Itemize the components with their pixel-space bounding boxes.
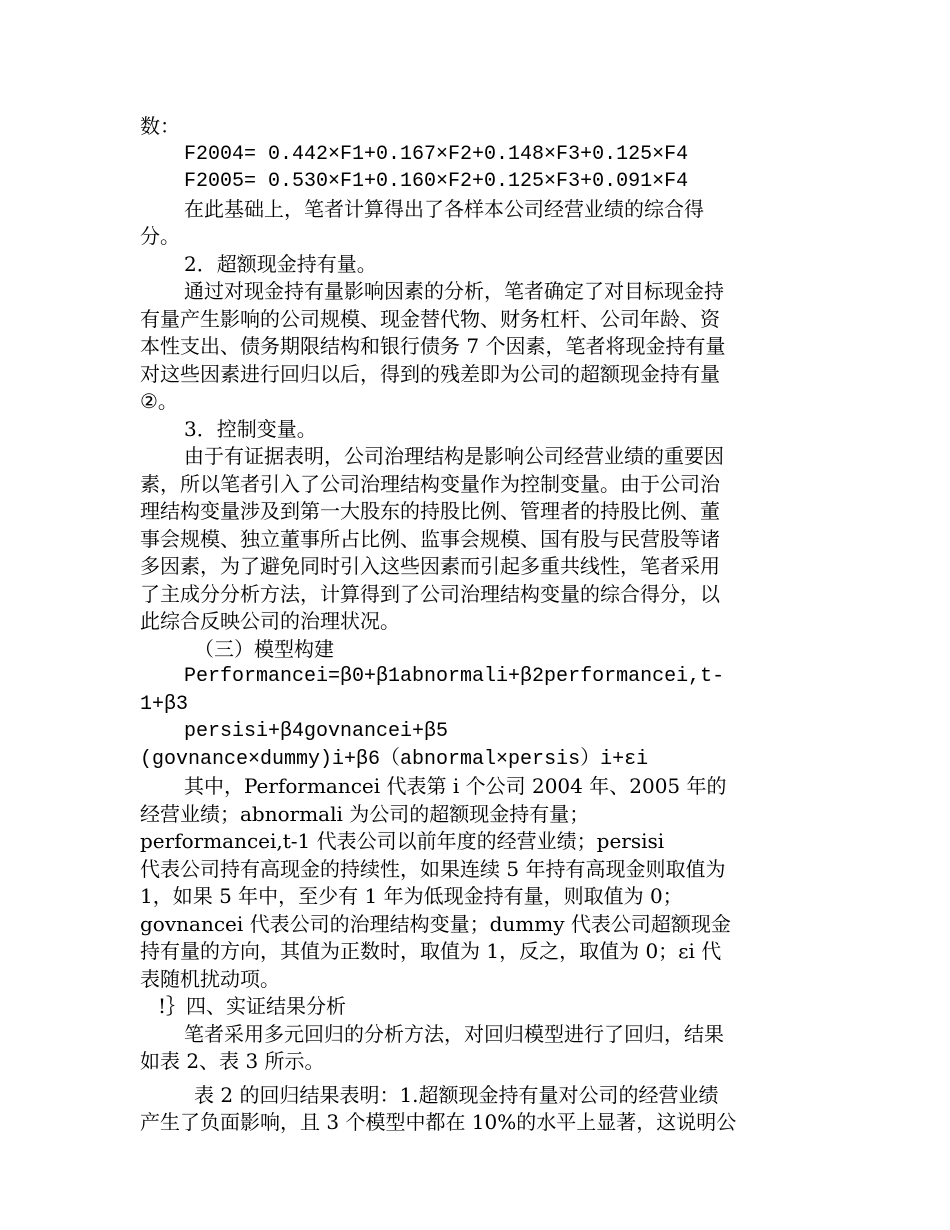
text-line: 通过对现金持有量影响因素的分析，笔者确定了对目标现金持 (184, 279, 724, 303)
text-line: performancei,t-1 代表公司以前年度的经营业绩；persisi (140, 829, 665, 853)
formula-f2005: F2005= 0.530×F1+0.160×F2+0.125×F3+0.091×F4 (184, 170, 689, 193)
text-line: 经营业绩；abnormali 为公司的超额现金持有量； (140, 801, 590, 826)
text-line: 本性支出、债务期限结构和银行债务 7 个因素，笔者将现金持有量 (140, 334, 726, 358)
text-line: 理结构变量涉及到第一大股东的持股比例、管理者的持股比例、董 (140, 499, 720, 523)
text-line: 表 2 的回归结果表明：1.超额现金持有量对公司的经营业绩 (194, 1082, 719, 1107)
text-line: 在此基础上，笔者计算得出了各样本公司经营业绩的综合得 (184, 196, 704, 221)
text-line: 其中，Performancei 代表第 i 个公司 2004 年、2005 年的 (184, 774, 727, 798)
text-line: 素，所以笔者引入了公司治理结构变量作为控制变量。由于公司治 (140, 471, 720, 496)
document-body (140, 113, 780, 1137)
text-line: 分。 (140, 224, 180, 248)
text-line: 产生了负面影响，且 3 个模型中都在 10%的水平上显著，这说明公 (140, 1110, 737, 1134)
text-line: 由于有证据表明，公司治理结构是影响公司经营业绩的重要因 (184, 444, 724, 468)
text-line: 事会规模、独立董事所占比例、监事会规模、国有股与民营股等诸 (140, 526, 720, 551)
text-line: 表随机扰动项。 (140, 966, 280, 991)
formula-model-line4: (govnance×dummy)i+β6（abnormal×persis）i+εi (140, 747, 649, 771)
text-line: 笔者采用多元回归的分析方法，对回归模型进行了回归，结果 (184, 1021, 724, 1046)
formula-model-line1: Performancei=β0+β1abnormali+β2performancei,t- (184, 665, 725, 688)
formula-f2004: F2004= 0.442×F1+0.167×F2+0.148×F3+0.125×F4 (184, 142, 689, 166)
section-heading-model: （三）模型构建 (194, 636, 334, 661)
text-line: 代表公司持有高现金的持续性，如果连续 5 年持有高现金则取值为 (140, 856, 726, 881)
formula-model-line3: persisi+β4govnancei+β5 (184, 720, 449, 743)
text-line: 对这些因素进行回归以后，得到的残差即为公司的超额现金持有量 (140, 361, 720, 386)
text-line: 数： (140, 114, 180, 138)
text-line: 此综合反映公司的治理状况。 (140, 609, 400, 633)
text-line: 多因素，为了避免同时引入这些因素而引起多重共线性，笔者采用 (140, 554, 720, 578)
text-line: 如表 2、表 3 所示。 (140, 1049, 325, 1073)
text-line: govnancei 代表公司的治理结构变量；dummy 代表公司超额现金 (140, 911, 731, 936)
text-line: ②。 (140, 389, 178, 413)
section-heading-empirical: !｝四、实证结果分析 (158, 994, 347, 1018)
section-heading-control-variables: 3．控制变量。 (184, 416, 317, 441)
section-heading-excess-cash: 2．超额现金持有量。 (184, 251, 377, 276)
text-line: 持有量的方向，其值为正数时，取值为 1，反之，取值为 0；εi 代 (140, 939, 722, 963)
text-line: 1，如果 5 年中，至少有 1 年为低现金持有量，则取值为 0； (140, 884, 683, 908)
formula-model-line2: 1+β3 (140, 692, 189, 716)
text-line: 有量产生影响的公司规模、现金替代物、财务杠杆、公司年龄、资 (140, 306, 720, 331)
text-line: 了主成分分析方法，计算得到了公司治理结构变量的综合得分，以 (140, 581, 720, 606)
